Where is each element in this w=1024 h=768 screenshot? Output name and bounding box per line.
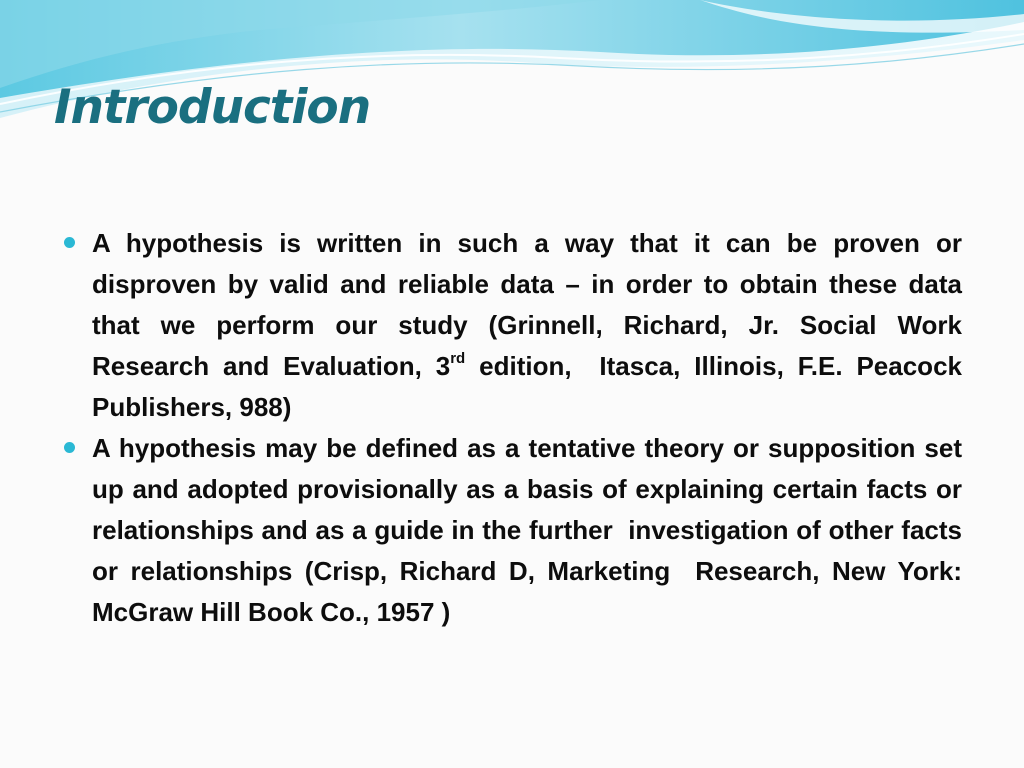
list-item — [62, 223, 962, 428]
bullet-list — [62, 223, 962, 633]
page-title: Introduction — [54, 80, 371, 135]
superscript: rd — [450, 350, 466, 367]
round-bullet-icon — [64, 237, 75, 248]
bullet-text: A hypothesis may be defined as a tentative theory or supposition set up and adopted provisionally as a basis of explaining certain facts or relationships and as a guide in the further investigation of other facts or relationships (Crisp, Richard D, Marketing Research, New York: McGraw Hill Book Co., 1957 ) — [92, 433, 962, 627]
round-bullet-icon — [64, 442, 75, 453]
bullet-text: A hypothesis is written in such a way that it can be proven or disproven by valid and reliable data – in order to obtain these data that we perform our study (Grinnell, Richard, Jr. Social Work Research and Evaluation, 3 — [92, 228, 962, 381]
bullet-text-continued: edition, Itasca, Illinois, F.E. Peacock Publishers, 988) — [92, 351, 962, 422]
list-item — [62, 428, 962, 633]
